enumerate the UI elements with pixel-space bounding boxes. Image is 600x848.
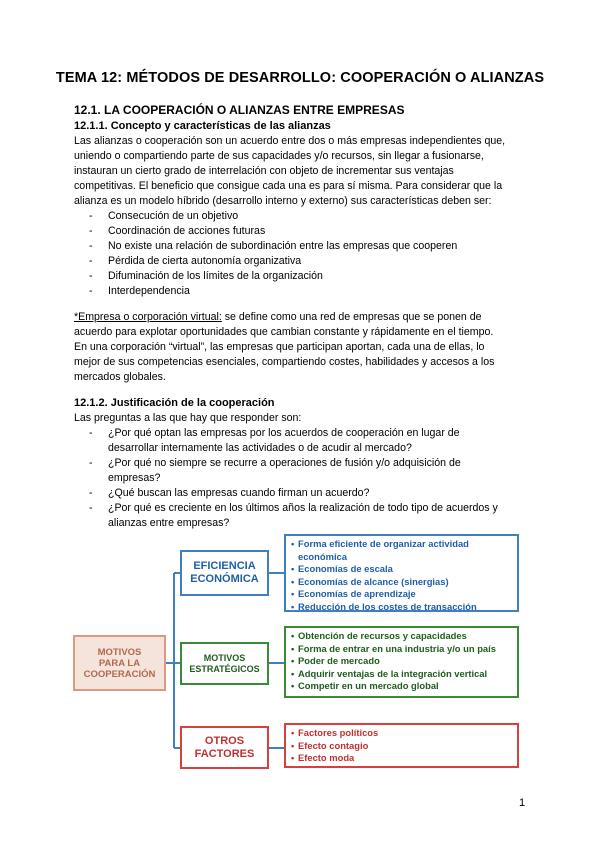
text-line: En una corporación “virtual”, las empresas que participan aportan, cada una de ellas, lo: [74, 341, 485, 353]
motivos-cooperacion-box: [73, 635, 166, 691]
text-line: ESTRATÉGICOS: [189, 663, 260, 674]
motivos-estrategicos-box: [180, 642, 269, 685]
text-line: OTROS: [204, 734, 245, 747]
text-line: mejor de sus competencias esenciales, compartiendo costes, habilidades y accesos a los: [74, 356, 495, 368]
estrategicos-items-box: [284, 626, 519, 698]
characteristics-list: [74, 209, 534, 299]
text-line: uniendo o compartiendo parte de sus capacidades y/o recursos, sin llegar a fusionarse,: [74, 150, 484, 162]
questions-list: [74, 426, 534, 531]
text-line: ¿Por qué es creciente en los últimos años la realización de todo tipo de acuerdos y: [108, 502, 498, 514]
section-heading-12-1: 12.1. LA COOPERACIÓN O ALIANZAS ENTRE EMPRESAS: [74, 103, 405, 117]
text-line: competitivas. El beneficio que consigue cada una es para sí misma. Para considerar que la: [74, 180, 503, 192]
list-item: • Economías de escala: [291, 563, 513, 576]
list-item: - Consecución de un objetivo: [74, 209, 534, 224]
list-item: - Pérdida de cierta autonomía organizativa: [74, 254, 534, 269]
list-item: [74, 486, 534, 501]
list-item: • Forma de entrar en una industria y/o un país: [291, 643, 513, 656]
list-item: • Adquirir ventajas de la integración vertical: [291, 668, 513, 681]
text-line: instauran un cierto grado de interrelación con objeto de incrementar sus ventajas: [74, 165, 454, 177]
list-item: [74, 501, 534, 531]
text-line: ¿Por qué no siempre se recurre a operaciones de fusión y/o adquisición de: [108, 457, 461, 469]
list-item: • Poder de mercado: [291, 655, 513, 668]
list-item: • Factores políticos: [291, 727, 513, 740]
text-line: COOPERACIÓN: [83, 668, 156, 680]
text-line: alianza es un modelo híbrido (desarrollo interno y externo) sus características deben ser:: [74, 195, 492, 207]
text-line: ¿Qué buscan las empresas cuando firman un acuerdo?: [108, 487, 370, 499]
section-heading-12-1-1: 12.1.1. Concepto y características de las alianzas: [74, 120, 331, 132]
text-line: ECONÓMICA: [190, 573, 259, 585]
text-line: MOTIVOS: [203, 652, 246, 663]
eficiencia-items-box: [284, 534, 519, 612]
page-number: 1: [519, 797, 526, 809]
list-item: • Efecto moda: [291, 752, 513, 765]
list-item: - No existe una relación de subordinación entre las empresas que cooperen: [74, 239, 534, 254]
list-item: • Reducción de los costes de transacción: [291, 601, 513, 614]
questions-intro: Las preguntas a las que hay que responder son:: [74, 412, 302, 424]
list-item: • Competir en un mercado global: [291, 680, 513, 693]
text-line: mercados globales.: [74, 371, 166, 383]
section-heading-12-1-2: 12.1.2. Justificación de la cooperación: [74, 397, 275, 409]
otros-items-box: [284, 723, 519, 768]
list-item: [74, 426, 534, 456]
text-line: empresas?: [108, 472, 161, 484]
eficiencia-economica-box: [180, 550, 269, 596]
list-item: - Interdependencia: [74, 284, 534, 299]
virtual-definition-start: se define como una red de empresas que se ponen de: [221, 311, 482, 323]
text-line: MOTIVOS: [97, 646, 142, 658]
text-line: desarrollar internamente las actividades o de acudir al mercado?: [108, 442, 412, 454]
list-item: • Obtención de recursos y capacidades: [291, 630, 513, 643]
text-line: alianzas entre empresas?: [108, 517, 230, 529]
list-item: [74, 456, 534, 486]
virtual-corporation-paragraph: [74, 310, 534, 385]
text-line: acuerdo para explotar oportunidades que cambian constante y rápidamente en el tiempo.: [74, 326, 494, 338]
text-line: FACTORES: [194, 747, 255, 760]
list-item: • Economías de aprendizaje: [291, 588, 513, 601]
list-item: - Coordinación de acciones futuras: [74, 224, 534, 239]
list-item: • Forma eficiente de organizar actividad económica: [291, 538, 513, 563]
text-line: ¿Por qué optan las empresas por los acuerdos de cooperación en lugar de: [108, 427, 460, 439]
text-line: Las alianzas o cooperación son un acuerdo entre dos o más empresas independientes que,: [74, 135, 506, 147]
virtual-term: *Empresa o corporación virtual:: [74, 311, 222, 323]
list-item: - Difuminación de los límites de la organización: [74, 269, 534, 284]
intro-paragraph: [74, 134, 534, 209]
otros-factores-box: [180, 726, 269, 769]
text-line: [74, 310, 534, 325]
text-line: PARA LA: [98, 657, 141, 669]
list-item: • Efecto contagio: [291, 740, 513, 753]
page-title: TEMA 12: MÉTODOS DE DESARROLLO: COOPERACIÓN O ALIANZAS: [55, 70, 545, 86]
text-line: EFICIENCIA: [193, 560, 256, 572]
list-item: • Economías de alcance (sinergias): [291, 576, 513, 589]
